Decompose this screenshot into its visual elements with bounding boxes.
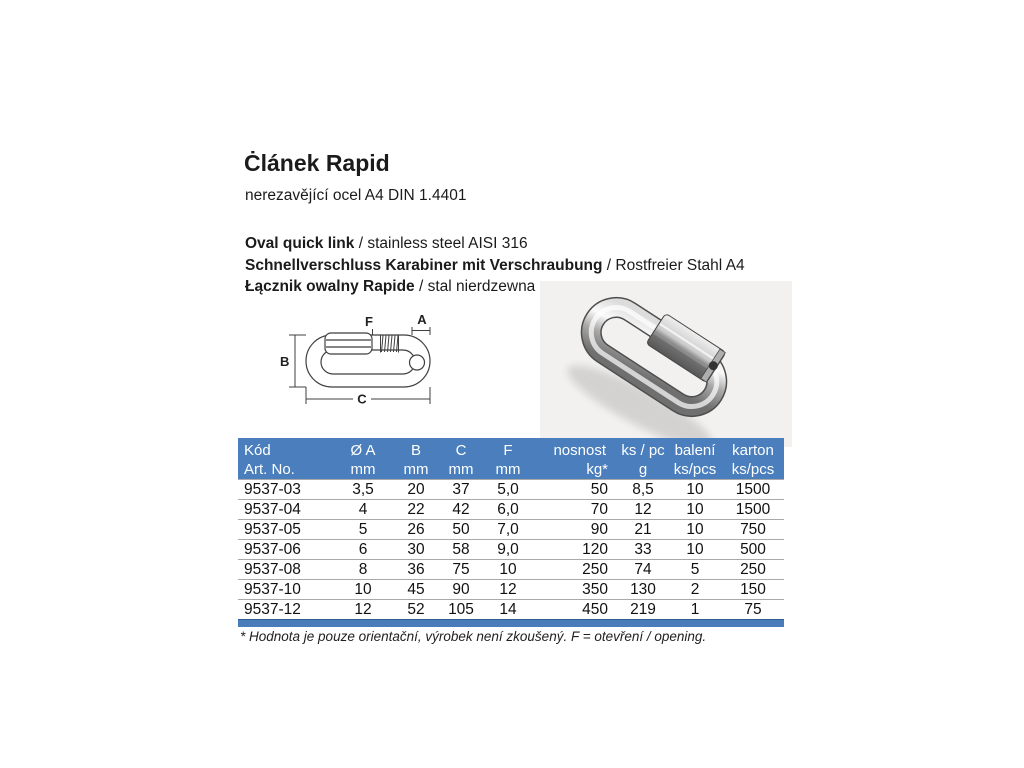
table-cell: 50 — [438, 520, 484, 540]
table-cell: 1500 — [722, 500, 784, 520]
table-cell: 120 — [532, 540, 618, 560]
spec-table-header — [238, 438, 784, 480]
dim-label-a: A — [417, 312, 427, 327]
col-header-pack: balení ks/pcs — [668, 438, 722, 480]
table-cell: 10 — [668, 480, 722, 500]
table-cell: 2 — [668, 580, 722, 600]
description-pl-bold: Łącznik owalny Rapide — [245, 278, 415, 296]
table-cell: 42 — [438, 500, 484, 520]
description-pl-rest: / stal nierdzewna — [414, 278, 536, 296]
table-cell: 250 — [722, 560, 784, 580]
table-row — [238, 600, 784, 620]
col-header-carton: karton ks/pcs — [722, 438, 784, 480]
table-cell: 74 — [618, 560, 668, 580]
cell-art-no: 9537-12 — [238, 600, 332, 620]
cell-art-no: 9537-04 — [238, 500, 332, 520]
table-cell: 130 — [618, 580, 668, 600]
table-cell: 52 — [394, 600, 438, 620]
description-en-bold: Oval quick link — [245, 235, 355, 252]
description-de-bold: Schnellverschluss Karabiner mit Verschraubung — [245, 256, 603, 274]
description-line-de — [245, 255, 745, 277]
cell-art-no: 9537-10 — [238, 580, 332, 600]
table-cell: 37 — [438, 480, 484, 500]
table-cell: 70 — [532, 500, 618, 520]
col-header-code: Kód Art. No. — [238, 438, 332, 480]
cell-art-no: 9537-03 — [238, 480, 332, 500]
col-header-weight: ks / pc g — [618, 438, 668, 480]
table-cell: 90 — [438, 580, 484, 600]
table-cell: 3,5 — [332, 480, 394, 500]
cell-art-no: 9537-06 — [238, 540, 332, 560]
table-row — [238, 520, 784, 540]
table-cell: 10 — [332, 580, 394, 600]
spec-table — [238, 438, 784, 619]
table-cell: 10 — [668, 500, 722, 520]
table-cell: 6 — [332, 540, 394, 560]
table-cell: 10 — [484, 560, 532, 580]
table-cell: 5 — [332, 520, 394, 540]
table-cell: 219 — [618, 600, 668, 620]
dim-label-c: C — [357, 391, 367, 407]
table-cell: 50 — [532, 480, 618, 500]
table-cell: 450 — [532, 600, 618, 620]
footnote: * Hodnota je pouze orientační, výrobek není zkoušený. F = otevření / opening. — [240, 629, 707, 644]
sleeve-nut — [325, 333, 372, 354]
col-header-c: C mm — [438, 438, 484, 480]
quick-link-photo-art — [540, 281, 792, 447]
table-row — [238, 480, 784, 500]
table-cell: 21 — [618, 520, 668, 540]
col-header-b: B mm — [394, 438, 438, 480]
table-cell: 30 — [394, 540, 438, 560]
table-cell: 75 — [722, 600, 784, 620]
table-cell: 26 — [394, 520, 438, 540]
cell-art-no: 9537-05 — [238, 520, 332, 540]
table-cell: 12 — [484, 580, 532, 600]
table-row — [238, 540, 784, 560]
table-cell: 5,0 — [484, 480, 532, 500]
technical-diagram — [276, 302, 438, 414]
table-cell: 8,5 — [618, 480, 668, 500]
cell-art-no: 9537-08 — [238, 560, 332, 580]
table-cell: 75 — [438, 560, 484, 580]
description-de-rest: / Rostfreier Stahl A4 — [602, 256, 745, 274]
table-body — [238, 480, 784, 620]
table-cell: 12 — [618, 500, 668, 520]
table-cell: 750 — [722, 520, 784, 540]
table-cell: 6,0 — [484, 500, 532, 520]
table-cell: 500 — [722, 540, 784, 560]
col-header-f: F mm — [484, 438, 532, 480]
col-header-load: nosnost kg* — [532, 438, 618, 480]
page-subtitle: nerezavějící ocel A4 DIN 1.4401 — [245, 187, 467, 204]
page-title: Ċlánek Rapid — [244, 150, 390, 176]
diagram-linework — [306, 333, 430, 387]
table-row — [238, 580, 784, 600]
table-cell: 9,0 — [484, 540, 532, 560]
table-cell: 250 — [532, 560, 618, 580]
dim-label-b: B — [280, 354, 290, 369]
table-cell: 58 — [438, 540, 484, 560]
description-line-en — [245, 233, 745, 255]
table-cell: 150 — [722, 580, 784, 600]
table-footer-bar — [238, 619, 784, 627]
table-cell: 90 — [532, 520, 618, 540]
table-cell: 10 — [668, 520, 722, 540]
table-cell: 14 — [484, 600, 532, 620]
table-cell: 22 — [394, 500, 438, 520]
table-row — [238, 500, 784, 520]
table-cell: 36 — [394, 560, 438, 580]
table-cell: 1 — [668, 600, 722, 620]
header-row — [238, 438, 784, 480]
table-cell: 350 — [532, 580, 618, 600]
table-cell: 105 — [438, 600, 484, 620]
table-row — [238, 560, 784, 580]
table-cell: 33 — [618, 540, 668, 560]
table-cell: 45 — [394, 580, 438, 600]
table-cell: 20 — [394, 480, 438, 500]
table-cell: 1500 — [722, 480, 784, 500]
table-cell: 8 — [332, 560, 394, 580]
table-cell: 5 — [668, 560, 722, 580]
col-header-diameter-a: Ø A mm — [332, 438, 394, 480]
dim-label-f: F — [365, 314, 373, 329]
pin-end-circle — [410, 355, 425, 370]
table-cell: 7,0 — [484, 520, 532, 540]
table-cell: 4 — [332, 500, 394, 520]
spec-table-wrap — [238, 438, 784, 627]
table-cell: 12 — [332, 600, 394, 620]
description-en-rest: / stainless steel AISI 316 — [354, 235, 528, 252]
table-cell: 10 — [668, 540, 722, 560]
product-photo — [540, 281, 792, 447]
